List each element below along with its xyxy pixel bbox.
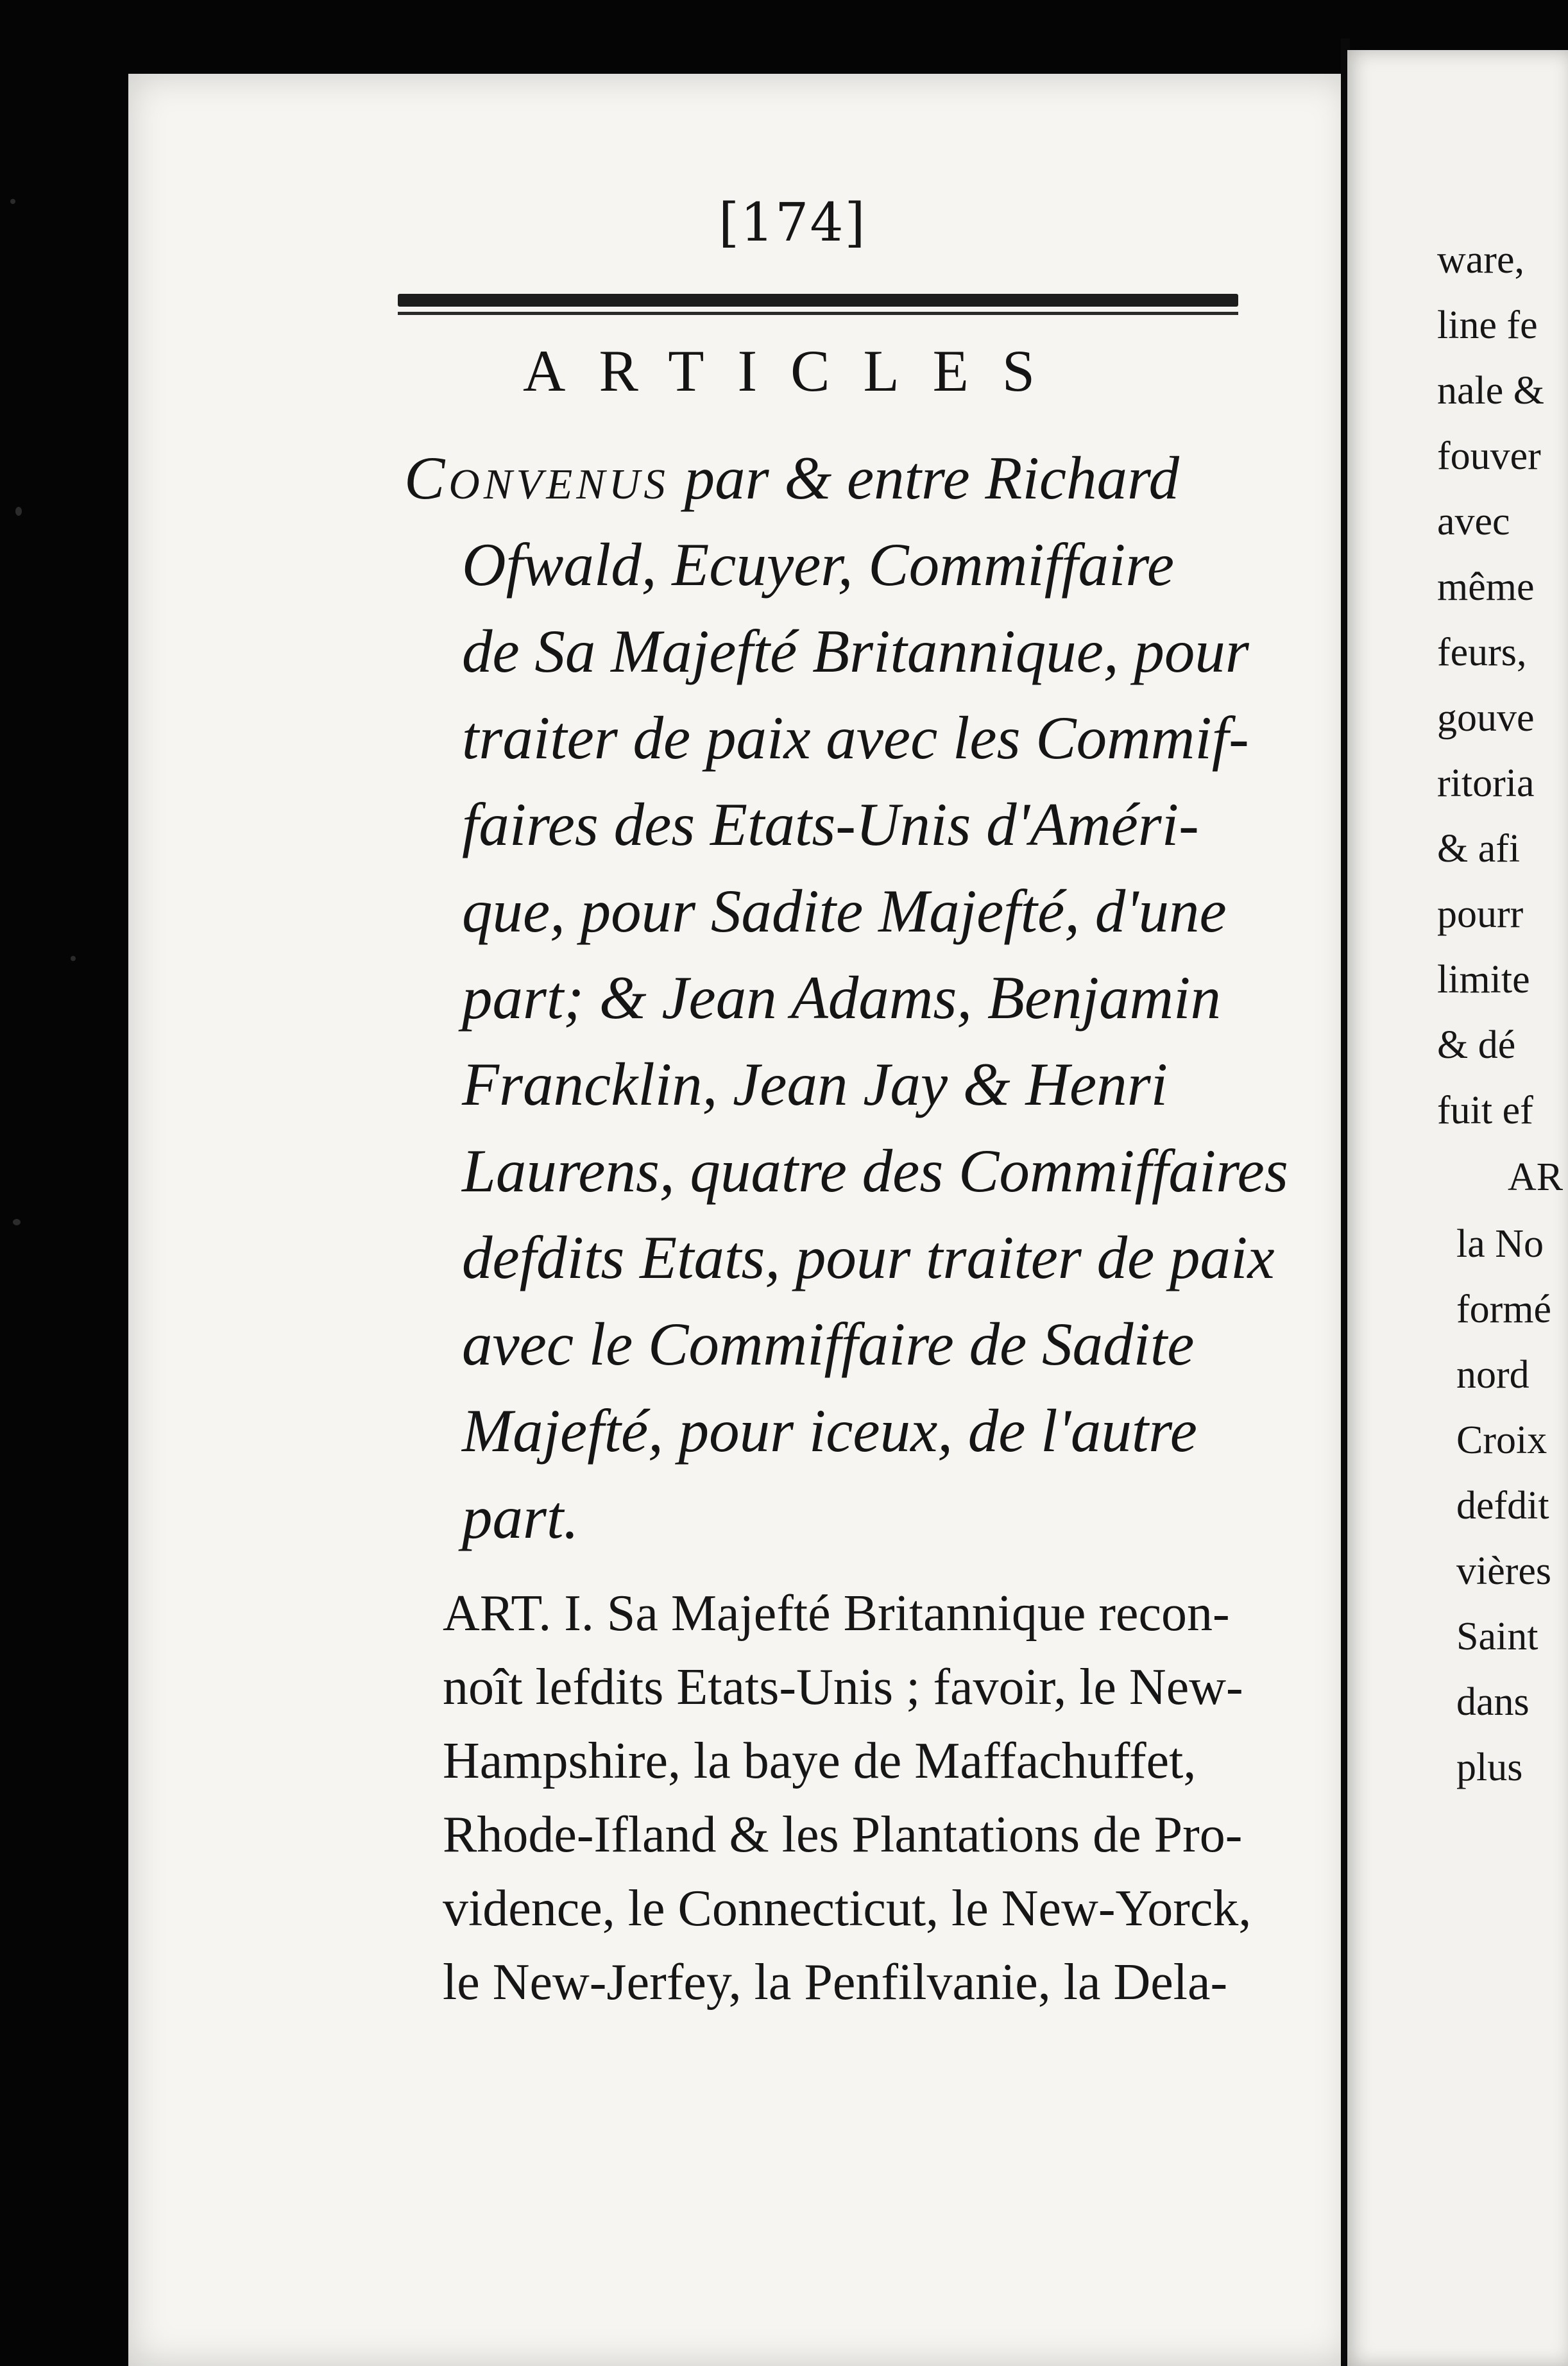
right-line-7: feurs, — [1437, 631, 1527, 674]
right-line-20: defdit — [1456, 1484, 1549, 1528]
article-one-line-2: noît lefdits Etats-Unis ; favoir, le New- — [443, 1659, 1243, 1715]
preamble-line-10: defdits Etats, pour traiter de paix — [462, 1223, 1275, 1291]
right-line-9: ritoria — [1437, 762, 1535, 805]
preamble-line-8: Francklin, Jean Jay & Henri — [462, 1050, 1168, 1118]
preamble-line-7: part; & Jean Adams, Benjamin — [462, 964, 1221, 1032]
margin-speck — [71, 956, 76, 961]
right-line-1: ware, — [1437, 238, 1524, 282]
preamble-first-word: Convenus — [404, 444, 669, 512]
preamble-line-5: faires des Etats-Unis d'Améri- — [462, 790, 1199, 858]
right-line-11: pourr — [1437, 892, 1524, 936]
right-line-8: gouve — [1437, 696, 1535, 740]
article-one-line-6: le New-Jerfey, la Penfilvanie, la Dela- — [443, 1954, 1228, 2011]
right-line-24: plus — [1456, 1746, 1523, 1789]
right-line-12: limite — [1437, 958, 1530, 1001]
header-rule-thick — [398, 294, 1238, 307]
preamble-line-4: traiter de paix avec les Commif- — [462, 704, 1249, 772]
right-line-16: la No — [1456, 1222, 1544, 1266]
article-one-line-3: Hampshire, la baye de Maffachuffet, — [443, 1733, 1197, 1789]
right-line-18: nord — [1456, 1353, 1530, 1397]
articles-heading: ARTICLES — [523, 338, 1069, 404]
left-page — [128, 74, 1352, 2366]
preamble-line-11: avec le Commiffaire de Sadite — [462, 1310, 1195, 1378]
right-line-13: & dé — [1437, 1023, 1516, 1067]
article-one-line-1: ART. I. Sa Majefté Britannique recon- — [443, 1585, 1230, 1642]
right-line-2: line fe — [1437, 303, 1538, 347]
preamble-line-13: part. — [462, 1483, 579, 1551]
preamble-line-2: Ofwald, Ecuyer, Commiffaire — [462, 531, 1174, 599]
right-line-4: fouver — [1437, 434, 1541, 478]
right-line-10: & afi — [1437, 827, 1521, 871]
right-line-14: fuit ef — [1437, 1089, 1533, 1132]
right-line-23: dans — [1456, 1680, 1530, 1724]
right-line-3: nale & — [1437, 369, 1544, 413]
right-line-6: même — [1437, 565, 1535, 609]
right-line-21: vières — [1456, 1549, 1552, 1593]
page-number: [174] — [719, 192, 867, 253]
header-rule-thin — [398, 312, 1238, 315]
preamble-line-6: que, pour Sadite Majefté, d'une — [462, 877, 1227, 945]
article-one-line-4: Rhode-Ifland & les Plantations de Pro- — [443, 1807, 1243, 1863]
preamble-line-12: Majefté, pour iceux, de l'autre — [462, 1397, 1197, 1465]
right-line-15: AR — [1508, 1155, 1564, 1199]
margin-speck — [10, 199, 15, 204]
margin-speck — [13, 1219, 21, 1225]
preamble-line-1 — [404, 443, 1179, 513]
right-line-5: avec — [1437, 500, 1510, 543]
article-one-line-5: vidence, le Connecticut, le New-Yorck, — [443, 1880, 1252, 1937]
preamble-line-1-rest: par & entre Richard — [669, 444, 1179, 512]
right-line-22: Saint — [1456, 1615, 1538, 1658]
right-line-17: formé — [1456, 1288, 1552, 1331]
preamble-line-9: Laurens, quatre des Commiffaires — [462, 1137, 1288, 1205]
margin-speck — [15, 507, 22, 516]
preamble-line-3: de Sa Majefté Britannique, pour — [462, 617, 1249, 685]
right-line-19: Croix — [1456, 1418, 1547, 1462]
